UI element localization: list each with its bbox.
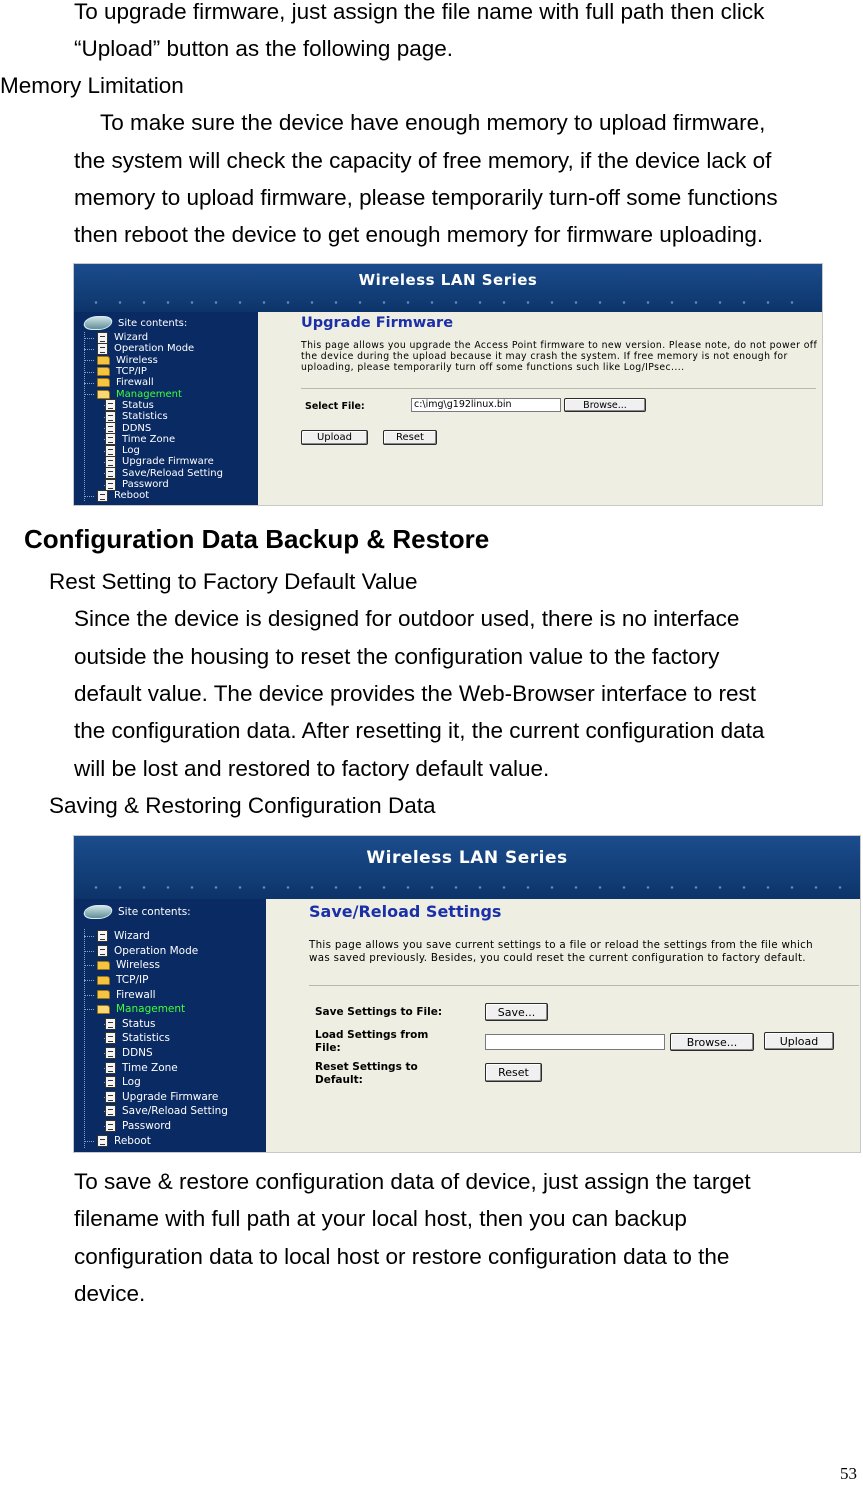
sidebar-item-save-reload-setting[interactable] [105,1104,265,1119]
rest-heading: Rest Setting to Factory Default Value [49,569,418,594]
intro-line-2: “Upload” button as the following page. [74,36,453,61]
outro-line-4: device. [74,1281,146,1306]
sidebar-item-wireless[interactable] [85,355,257,366]
sidebar-item-operation-mode[interactable] [85,343,257,354]
page-icon [105,1105,116,1117]
page-title: Save/Reload Settings [309,902,502,921]
page-icon [97,343,108,355]
browse-button[interactable]: Browse... [564,398,646,412]
folder-icon [97,367,110,376]
folder-icon [97,990,110,999]
folder-icon [97,961,110,970]
sidebar-item-label: DDNS [122,1047,153,1060]
sidebar-item-label: Statistics [122,1032,170,1045]
sidebar-item-ddns[interactable] [105,1046,265,1061]
outro-line-1: To save & restore configuration data of device, just assign the target [74,1169,751,1194]
sidebar-item-label: Password [122,479,169,490]
save-button[interactable]: Save... [485,1003,548,1021]
page-icon [97,1135,108,1147]
memory-heading: Memory Limitation [0,73,184,98]
sidebar-item-label: DDNS [122,422,152,434]
sidebar-item-label: Reboot [114,490,150,502]
save-settings-label: Save Settings to File: [315,1006,443,1018]
sidebar-item-label: Management [116,1003,186,1016]
outro-line-3: configuration data to local host or restore configuration data to the [74,1244,730,1269]
page-icon [105,1032,116,1044]
memory-line-2: the system will check the capacity of free memory, if the device lack of [74,148,772,173]
sidebar-item-upgrade-firmware[interactable] [105,1090,265,1105]
upgrade-firmware-screenshot [73,263,823,506]
banner-title: Wireless LAN Series [366,848,568,868]
upload-button[interactable]: Upload [764,1032,834,1050]
open-folder-icon [97,390,110,399]
rest-line-4: the configuration data. After resetting it, the current configuration data [74,718,765,743]
sidebar-item-label: TCP/IP [116,974,149,987]
page-title: Upgrade Firmware [301,315,454,331]
open-folder-icon [97,1005,110,1014]
sidebar-item-label: Log [122,445,140,457]
page-icon [105,1047,116,1059]
reset-button[interactable]: Reset [383,430,437,445]
divider [309,985,859,986]
save-reload-screenshot [73,835,861,1153]
banner [74,264,822,312]
main-panel [258,312,822,505]
page-icon [97,490,108,502]
sidebar-item-label: TCP/IP [116,366,147,378]
page-icon [105,399,116,411]
divider [301,388,816,389]
browse-button[interactable]: Browse... [670,1033,754,1051]
sidebar-item-label: Upgrade Firmware [122,456,214,468]
page-description: This page allows you upgrade the Access Point firmware to new version. Please note, do not power off the device during the upload because it may crash the system. If free memory is not enough for uploading, please temporarily turn off some functions such like Log/IPsec.... [301,340,818,373]
page-icon [97,332,108,344]
sidebar-item-firewall[interactable] [85,377,257,388]
sidebar-item-label: Statistics [122,411,168,423]
sidebar-item-firewall[interactable] [85,987,265,1002]
memory-line-1: To make sure the device have enough memory to upload firmware, [100,110,766,135]
saving-heading: Saving & Restoring Configuration Data [49,793,436,818]
sidebar-item-reboot[interactable] [85,1133,265,1148]
sidebar-item-label: Save/Reload Setting [122,1105,228,1118]
disk-icon [81,316,114,330]
sidebar-item-label: Operation Mode [114,343,195,355]
load-file-input[interactable] [485,1034,665,1050]
sidebar-item-management[interactable] [85,1002,265,1017]
config-heading: Configuration Data Backup & Restore [24,524,490,554]
page-icon [105,1076,116,1088]
sidebar-item-password[interactable] [105,479,257,490]
banner [74,836,860,899]
sidebar-item-tcp-ip[interactable] [85,973,265,988]
sidebar-item-status[interactable] [105,1017,265,1032]
sidebar-item-operation-mode[interactable] [85,944,265,959]
outro-line-2: filename with full path at your local host, then you can backup [74,1206,687,1231]
sidebar-item-time-zone[interactable] [105,1060,265,1075]
page-number: 53 [840,1464,857,1483]
sidebar-item-label: Reboot [114,1134,151,1147]
rest-line-5: will be lost and restored to factory default value. [74,756,550,781]
sidebar-item-status[interactable] [105,400,257,411]
sidebar-item-password[interactable] [105,1119,265,1134]
reset-button[interactable]: Reset [485,1063,542,1082]
sidebar-item-reboot[interactable] [85,490,257,501]
banner-title: Wireless LAN Series [358,271,538,289]
sidebar [74,312,258,505]
sidebar-tree [84,332,257,501]
sidebar-item-label: Firewall [116,377,154,389]
upload-button[interactable]: Upload [301,430,368,445]
sidebar-item-label: Status [122,399,154,411]
banner-decoration [84,301,812,304]
sidebar-item-label: Password [122,1120,172,1133]
banner-decoration [84,886,850,889]
sidebar-item-label: Wizard [114,332,149,344]
sidebar-item-label: Time Zone [122,1061,178,1074]
folder-icon [97,976,110,985]
reset-settings-label: Reset Settings to Default: [315,1061,418,1086]
disk-icon [81,905,114,919]
page-icon [97,930,108,942]
sidebar-header [84,905,191,919]
page-icon [105,456,116,468]
sidebar-title: Site contents: [118,317,188,329]
page-icon [105,411,116,423]
sidebar-item-log[interactable] [105,445,257,456]
sidebar-item-label: Status [122,1017,156,1030]
sidebar-item-label: Firewall [116,988,156,1001]
main-panel [266,899,860,1152]
sidebar-item-log[interactable] [105,1075,265,1090]
sidebar-item-ddns[interactable] [105,422,257,433]
sidebar-header [84,316,187,330]
intro-line-1: To upgrade firmware, just assign the file name with full path then click [74,0,765,24]
page-description: This page allows you save current settings to a file or reload the settings from the file which was saved previously. Besides, you could reset the current configuration to factory default. [309,939,813,964]
sidebar-item-label: Log [122,1076,141,1089]
sidebar-item-label: Time Zone [122,433,176,445]
sidebar-tree [84,929,265,1148]
sidebar-item-upgrade-firmware[interactable] [105,456,257,467]
folder-icon [97,356,110,365]
sidebar-item-label: Operation Mode [114,944,199,957]
memory-line-3: memory to upload firmware, please temporarily turn-off some functions [74,185,778,210]
page-icon [105,1062,116,1074]
select-file-label: Select File: [305,401,365,412]
page-icon [105,433,116,445]
sidebar-item-label: Save/Reload Setting [122,467,223,479]
sidebar-item-label: Upgrade Firmware [122,1090,219,1103]
page-icon [105,479,116,491]
page-icon [105,467,116,479]
memory-line-4: then reboot the device to get enough memory for firmware uploading. [74,222,764,247]
sidebar [74,899,266,1152]
sidebar-item-statistics[interactable] [105,411,257,422]
sidebar-item-label: Wireless [116,354,158,366]
sidebar-item-save-reload-setting[interactable] [105,468,257,479]
page-icon [97,945,108,957]
sidebar-item-label: Management [116,388,182,400]
sidebar-item-label: Wireless [116,959,160,972]
sidebar-item-label: Wizard [114,930,150,943]
page-icon [105,445,116,457]
sidebar-title: Site contents: [118,906,191,918]
sidebar-item-time-zone[interactable] [105,434,257,445]
file-path-input[interactable]: c:\img\g192linux.bin [411,398,561,412]
sidebar-item-management[interactable] [85,388,257,399]
page-icon [105,1018,116,1030]
folder-icon [97,378,110,387]
page-icon [105,1091,116,1103]
rest-line-3: default value. The device provides the Web-Browser interface to rest [74,681,757,706]
sidebar-item-statistics[interactable] [105,1031,265,1046]
sidebar-item-tcp-ip[interactable] [85,366,257,377]
sidebar-item-wizard[interactable] [85,929,265,944]
load-settings-label: Load Settings from File: [315,1029,429,1054]
page-icon [105,1120,116,1132]
rest-line-1: Since the device is designed for outdoor used, there is no interface [74,606,740,631]
sidebar-item-wizard[interactable] [85,332,257,343]
page-icon [105,422,116,434]
rest-line-2: outside the housing to reset the configuration value to the factory [74,644,720,669]
sidebar-item-wireless[interactable] [85,958,265,973]
